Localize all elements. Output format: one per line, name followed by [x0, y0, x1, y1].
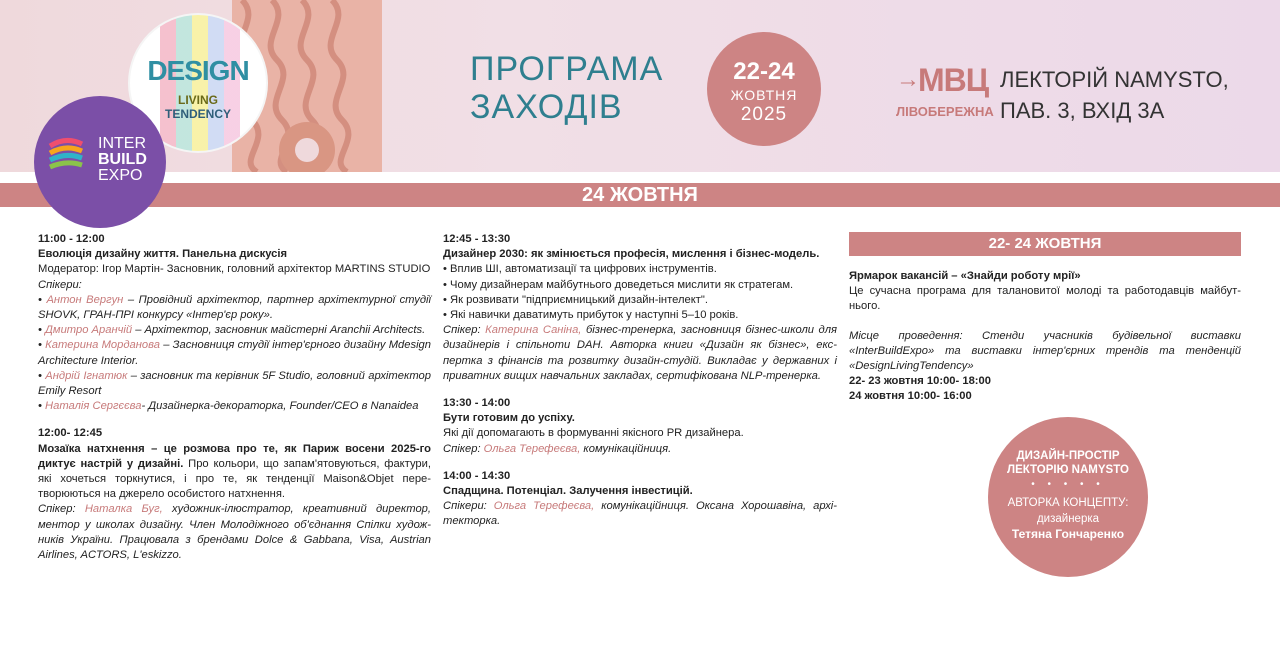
date-ribbon: 22- 24 ЖОВТНЯ — [849, 232, 1241, 256]
schedule-column-1 — [38, 232, 431, 575]
event-time: 12:00- 12:45 — [38, 427, 103, 440]
schedule-column-3 — [849, 232, 1241, 405]
venue-subtitle: ЛІВОБЕРЕЖНА — [896, 104, 994, 119]
event-title: Бути готовим до успіху. — [443, 412, 575, 425]
event-block — [443, 469, 837, 530]
decor-dots: • • • • • — [1031, 479, 1105, 490]
header-banner — [0, 0, 1280, 172]
logo-ibe-line2: BUILD — [98, 151, 147, 168]
design-space-author-name: Тетяна Гончаренко — [1011, 527, 1125, 541]
speaker-desc: – Засновниця студії інтер'єрного дизайну Mdesign Architecture Interior. — [38, 339, 431, 367]
speaker-name: Катерина Саніна, — [485, 324, 582, 337]
bullet-item: • Які навички даватимуть прибуток у наступні 5–10 років. — [443, 309, 739, 322]
speaker-desc: – засновник та керівник 5F Studio, головний архітектор Emily Resort — [38, 369, 431, 398]
event-time: 11:00 - 12:00 — [38, 233, 105, 245]
schedule-column-2 — [443, 232, 837, 542]
event-block — [38, 426, 431, 563]
design-space-badge — [988, 417, 1148, 577]
speaker-name: Андрій Ігнатюк — [45, 369, 128, 382]
arrow-right-icon: → — [896, 66, 920, 93]
speaker-label: Спікер: — [443, 442, 484, 455]
event-title: Мозаїка натхнення – це розмова про те, як Париж восени 2025-го диктує настрій у дизайні. — [38, 442, 431, 470]
event-block — [38, 232, 431, 414]
logo-ibe-line3: EXPO — [98, 167, 143, 184]
bullet-item: • Вплив ШІ, автоматизації та цифрових інструментів. — [443, 263, 717, 276]
event-description — [38, 442, 431, 503]
speaker-desc: художник-ілюстратор, креативний директор, ментор у школах дизайну. Член Молодіжного об'єднання Спілки художників України. Працювала з брендами Dolce & Gabbana, Visa, Austrian Airlines, ACTORS, L'eskizzo. — [38, 503, 431, 562]
speaker-label: Спікер: — [38, 503, 85, 516]
event-text: Про кольори, що запам'ятовуються, фактури, які хочеться торкнутися, і про те, як тенденції Maison&Objet перетворюються на джерело особистого натхнення. — [38, 457, 431, 501]
speaker-desc: комунікаційниця. Оксана Хорошавіна, архітекторка. — [443, 500, 838, 528]
job-fair-hours: 22- 23 жовтня 10:00- 18:00 — [849, 375, 991, 388]
logo-dlt-line2: LIVING — [177, 93, 218, 107]
logo-dlt-line1: DESIGN — [147, 55, 249, 86]
speaker-item: • Дмитро Аранчій – Архітектор, засновник майстерні Aranchii Architects. — [38, 324, 426, 337]
job-fair-description: Це сучасна програма для талановитої молоді та работодавців майбутнього. — [849, 285, 1241, 313]
event-moderator: Модератор: Ігор Мартін- Засновник, головний архітектор MARTINS STUDIO — [38, 263, 431, 276]
date-range: 22-24 — [733, 58, 795, 85]
speaker-name: Катерина Морданова — [45, 339, 160, 352]
interbuildexpo-logo — [34, 96, 166, 228]
event-time: 12:45 - 13:30 — [443, 233, 511, 245]
job-fair-place: Місце проведення: Стенди учасників будівельної виставки «InterBuildExpo» та виставки інтер'єрних трендів та тенденцій «DesignLivingTendency» — [849, 329, 1241, 373]
speaker-name: Антон Вергун — [46, 293, 124, 306]
event-text: Які дії допомагають в формуванні якісного PR дизайнера. — [443, 427, 744, 440]
speaker-desc: комунікаційниця. — [580, 442, 672, 455]
interbuildexpo-mark-icon — [48, 136, 84, 172]
speaker-name: Наталка Буг, — [84, 503, 163, 516]
bullet-item: • Чому дизайнерам майбутнього доведеться мислити як стратегам. — [443, 278, 794, 291]
venue-name: МВЦ — [918, 62, 989, 98]
speaker-desc: – Архітектор, засновник майстерні Aranchii Architects. — [132, 324, 426, 337]
date-year: 2025 — [740, 104, 788, 125]
event-title: Еволюція дизайну життя. Панельна дискусія — [38, 248, 288, 261]
design-space-title: ДИЗАЙН-ПРОСТІР ЛЕКТОРІЮ NAMYSTO — [1007, 450, 1129, 476]
logo-ibe-line1: INTER — [98, 135, 146, 152]
design-space-author-label: АВТОРКА КОНЦЕПТУ: дизайнерка — [1007, 497, 1129, 525]
speaker-item: • Катерина Морданова – Засновниця студії інтер'єрного дизайну Mdesign Architecture Interior. — [38, 339, 431, 367]
speaker-label: Спікер: — [443, 324, 486, 337]
event-date-badge — [707, 32, 821, 146]
speaker-item — [443, 323, 837, 384]
speaker-desc: - Дизайнерка-декораторка, Founder/CEO в Nanaidea — [141, 400, 419, 413]
speaker-desc: – Провідний архітектор, партнер архітектурної студії SHOVK, ГРАН-ПРІ конкурсу «Інтер'єр року». — [38, 293, 431, 322]
job-fair-title: Ярмарок вакансій – «Знайди роботу мрії» — [849, 270, 1081, 282]
event-block — [443, 232, 837, 384]
speaker-item: • Андрій Ігнатюк – засновник та керівник 5F Studio, головний архітектор Emily Resort — [38, 369, 431, 398]
speaker-desc: бізнес-тренерка, засновниця бізнес-школи для дизайнерів і спільноти DAH. Авторка книги «Дизайн як бізнес», експертка з фінансів та розвитку дизайн-студій. Викладає у державних і приватних вищих навчальних закладах, сертифікована NLP-тренерка. — [443, 324, 838, 382]
event-title: Дизайнер 2030: як змінюється професія, мислення і бізнес-модель. — [443, 248, 820, 261]
speaker-name: Наталія Сергєєва — [45, 400, 142, 413]
event-time: 14:00 - 14:30 — [443, 469, 511, 482]
event-title: Спадщина. Потенціал. Залучення інвестицій. — [443, 485, 693, 498]
venue-location: ЛЕКТОРІЙ NAMYSTO, ПАВ. 3, ВХІД 3А — [1000, 67, 1229, 123]
speaker-item: • Антон Вергун – Провідний архітектор, партнер архітектурної студії SHOVK, ГРАН-ПРІ конкурсу «Інтер'єр року». — [38, 293, 431, 322]
speakers-label: Спікери: — [38, 278, 82, 291]
speaker-name: Дмитро Аранчій — [45, 324, 133, 337]
job-fair-hours: 24 жовтня 10:00- 16:00 — [849, 390, 972, 403]
speaker-item — [38, 502, 431, 563]
bullet-item: • Як розвивати "підприємницький дизайн-інтелект". — [443, 293, 708, 306]
event-block — [443, 396, 837, 457]
speaker-name: Ольга Терефеєва, — [483, 442, 581, 455]
speaker-item — [443, 442, 837, 457]
speaker-item: • Наталія Сергєєва- Дизайнерка-декораторка, Founder/CEO в Nanaidea — [38, 400, 419, 413]
speaker-item — [443, 499, 837, 529]
speaker-name: Ольга Терефеєва, — [493, 500, 595, 513]
date-month: ЖОВТНЯ — [730, 87, 798, 103]
event-time: 13:30 - 14:00 — [443, 397, 511, 410]
day-title: 24 ЖОВТНЯ — [582, 184, 698, 206]
program-title: ПРОГРАМА ЗАХОДІВ — [470, 50, 664, 126]
speaker-label: Спікери: — [443, 500, 494, 513]
logo-dlt-line3: TENDENCY — [164, 107, 231, 121]
